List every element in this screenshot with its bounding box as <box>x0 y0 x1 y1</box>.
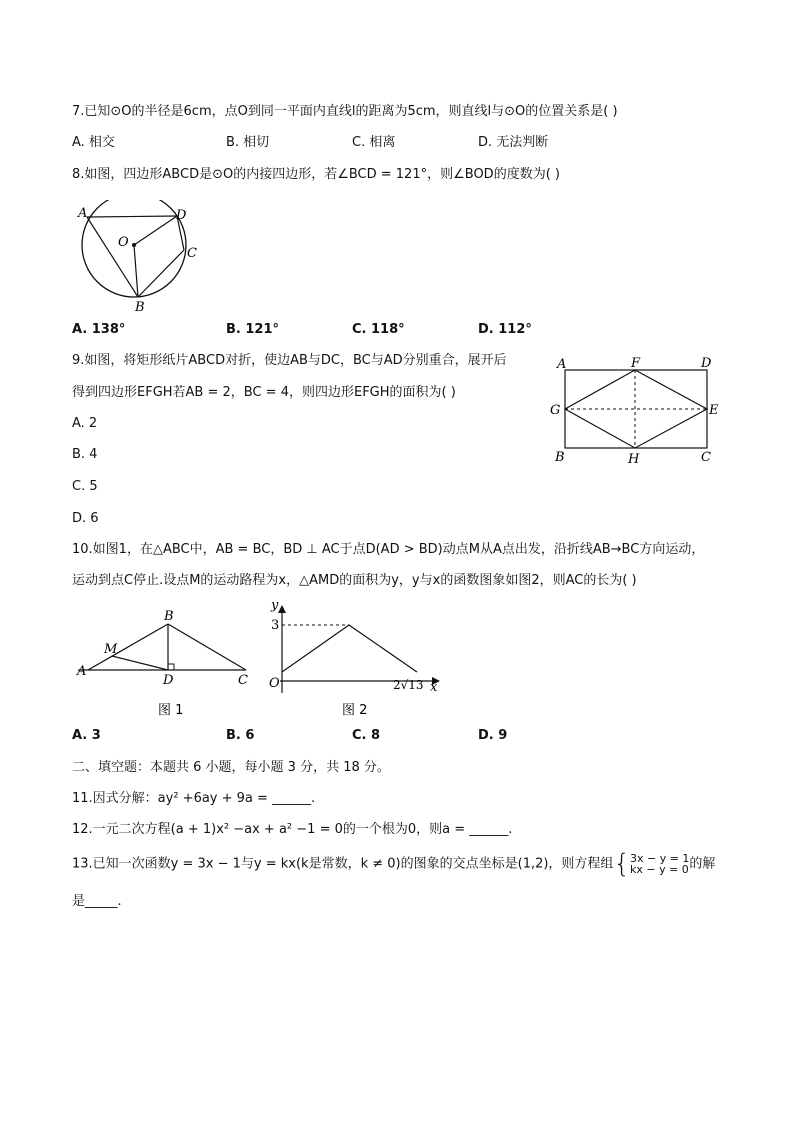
q9-stem-line2: 得到四边形EFGH若AB = 2，BC = 4，则四边形EFGH的面积为( ) <box>72 385 456 400</box>
q10-fig1-label-a: A <box>77 664 87 679</box>
q13-stem-line1 <box>72 849 715 880</box>
q13-stem-before: 13.已知一次函数y = 3x − 1与y = kx(k是常数，k ≠ 0)的图象的交点坐标是(1,2)，则方程组 <box>72 856 614 872</box>
q9-label-f: F <box>631 356 641 371</box>
q10-fig2-label-o: O <box>269 676 280 691</box>
q9-option-a: A. 2 <box>72 416 98 431</box>
q10-fig1-label-c: C <box>238 673 248 688</box>
q13-equation-2: kx − y = 0 <box>629 863 689 876</box>
q10-fig1-label-d: D <box>163 673 174 688</box>
q13-equation-1: 3x − y = 1 <box>629 852 690 865</box>
q10-option-a: A. 3 <box>72 728 101 743</box>
q9-option-b: B. 4 <box>72 447 98 462</box>
q8-label-a: A <box>78 206 88 221</box>
q10-y-axis-arrow <box>278 605 286 613</box>
section2-title: 二、填空题：本题共 6 小题，每小题 3 分，共 18 分。 <box>72 760 390 775</box>
q11-stem: 11.因式分解：ay² +6ay + 9a = ______. <box>72 791 316 806</box>
q7-option-d: D. 无法判断 <box>478 135 549 150</box>
q10-stem-line1: 10.如图1，在△ABC中，AB = BC，BD ⊥ AC于点D(AD > BD)动点M从A点出发，沿折线AB→BC方向运动， <box>72 542 705 557</box>
q10-function-graph <box>282 625 417 672</box>
q9-rectangle-figure <box>548 352 728 470</box>
q8-center-point <box>132 243 136 247</box>
q10-fig2-tick-3: 3 <box>271 618 280 633</box>
q10-fig2-label-x: x <box>430 680 438 695</box>
q8-label-d: D <box>176 208 187 223</box>
q7-option-b: B. 相切 <box>226 135 270 150</box>
q8-label-c: C <box>187 246 197 261</box>
q9-label-c: C <box>701 450 711 465</box>
q10-fig2-caption: 图 2 <box>342 703 368 718</box>
q10-segment-ab <box>88 624 168 670</box>
q9-option-c: C. 5 <box>72 479 98 494</box>
q8-segment-ob <box>134 245 138 297</box>
q7-stem: 7.已知⊙O的半径是6cm，点O到同一平面内直线l的距离为5cm，则直线l与⊙O的位置关系是( ) <box>72 104 618 119</box>
q10-fig2-tick-2sqrt13: 2√13 <box>393 678 424 692</box>
q8-label-o: O <box>118 235 129 250</box>
q13-stem-line2: 是_____. <box>72 894 122 909</box>
q9-label-b: B <box>555 450 565 465</box>
q10-option-b: B. 6 <box>226 728 255 743</box>
q8-segment-ad <box>87 216 177 217</box>
q8-segment-od <box>134 216 177 245</box>
q8-option-a: A. 138° <box>72 322 126 337</box>
q8-label-b: B <box>135 300 145 315</box>
q10-segment-bc <box>168 624 246 670</box>
q13-stem-after: 的解 <box>689 856 716 872</box>
q13-brace-icon: { <box>613 849 630 879</box>
q12-stem: 12.一元二次方程(a + 1)x² −ax + a² −1 = 0的一个根为0，则a = ______. <box>72 822 513 837</box>
q10-right-angle-mark <box>168 664 174 670</box>
q9-label-h: H <box>628 452 640 467</box>
q8-circle-figure <box>70 200 210 318</box>
q9-label-a: A <box>557 357 567 372</box>
q8-option-d: D. 112° <box>478 322 532 337</box>
q10-figure1-triangle <box>74 604 254 722</box>
q10-stem-line2: 运动到点C停止.设点M的运动路程为x，△AMD的面积为y，y与x的函数图象如图2，则AC的长为( ) <box>72 573 637 588</box>
q10-fig1-label-m: M <box>104 642 118 657</box>
q10-figure2-graph <box>258 596 448 722</box>
q10-option-c: C. 8 <box>352 728 381 743</box>
q9-label-d: D <box>701 356 712 371</box>
q7-option-c: C. 相离 <box>352 135 396 150</box>
q10-option-d: D. 9 <box>478 728 508 743</box>
q9-label-g: G <box>550 403 561 418</box>
q9-option-d: D. 6 <box>72 511 99 526</box>
q7-option-a: A. 相交 <box>72 135 115 150</box>
q13-equation-system <box>630 853 689 875</box>
q8-segment-ab <box>87 217 138 297</box>
q9-stem-line1: 9.如图，将矩形纸片ABCD对折，使边AB与DC，BC与AD分别重合，展开后 <box>72 353 507 368</box>
q9-label-e: E <box>709 403 719 418</box>
q10-segment-md <box>112 656 168 670</box>
q8-option-b: B. 121° <box>226 322 280 337</box>
q8-stem: 8.如图，四边形ABCD是⊙O的内接四边形，若∠BCD = 121°，则∠BOD的度数为( ) <box>72 167 560 182</box>
q10-fig1-caption: 图 1 <box>158 703 184 718</box>
q10-fig2-label-y: y <box>271 598 279 613</box>
q10-fig1-label-b: B <box>164 609 174 624</box>
q8-option-c: C. 118° <box>352 322 405 337</box>
